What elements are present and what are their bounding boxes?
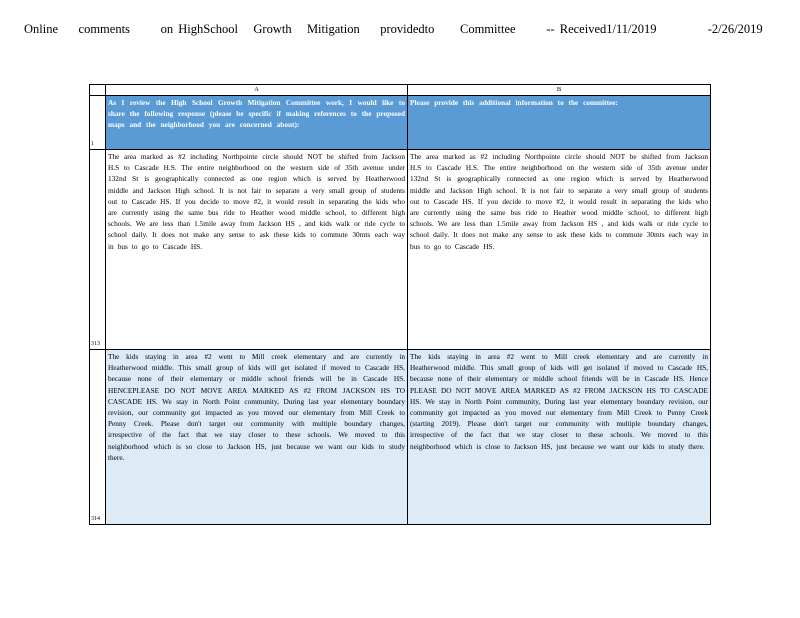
header-cell-b-text: Please provide this additional information to the committee:	[410, 98, 618, 107]
column-header-b: B	[408, 85, 711, 96]
row-number: 313	[90, 150, 106, 350]
comment-text: The area marked as #2 including Northpointe circle should NOT be shifted from Jackson H.S to Cascade H.S. The entire neighborhood on the western side of 35th avenue under 132nd St is geographically connected as one region which is served by Heatherwood middle and Jackson High school. It is not fair to separate a very small group of students out to Cascade HS. If you decide to move #2, it would result in separating the kids who are currently using the same bus ride to Heather wood middle school, to different high schools. We are less than 1.5mile away from Jackson HS , and kids walk or ride cycle to school daily. It does not make any sense to ask these kids to commute 30mts each way in bus to go to Cascade HS.	[410, 152, 708, 251]
table-row	[90, 150, 711, 350]
row-number: 1	[90, 96, 106, 150]
corner-cell	[90, 85, 106, 96]
comment-cell-b	[408, 350, 711, 525]
header-cell-b	[408, 96, 711, 150]
column-header-row	[90, 85, 711, 96]
comment-text: The kids staying in area #2 went to Mill creek elementary and are currently in Heatherwood middle. This small group of kids will get isolated if moved to Cascade HS, because none of their elementary or middle school friends will be in Cascade HS. HENCEPLEASE DO NOT MOVE AREA MARKED AS #2 FROM JACKSON HS TO CASCADE HS. We stay in North Point community, During last year elementary boundary revision, our community got impacted as you moved our elementary from Mill Creek to Penny Creek. Please don't target our community with multiple boundary changes, irrespective of the fact that we stay closer to these schools. We moved to this neighborhood which is so close to Jackson HS, just because we want our kids to study there.	[108, 352, 405, 462]
table-row	[90, 350, 711, 525]
comment-text: The area marked as #2 including Northpointe circle should NOT be shifted from Jackson H.S to Cascade H.S. The entire neighborhood on the western side of 35th avenue under 132nd St is geographically connected as one region which is served by Heatherwood middle and Jackson High school. It is not fair to separate a very small group of students out to Cascade HS. If you decide to move #2, it would result in separating the kids who are currently using the same bus ride to Heather wood middle school, to different high schools. We are less than 1.5mile away from Jackson HS , and kids walk or ride cycle to school daily. It does not make any sense to ask these kids to commute 30mts each way in bus to go to Cascade HS.	[108, 152, 405, 251]
comment-text: The kids staying in area #2 went to Mill creek elementary and are currently in Heatherwood middle. This small group of kids will get isolated if moved to Cascade HS, because none of their elementary or middle school friends will be in Cascade HS. Hence PLEASE DO NOT MOVE AREA MARKED AS #2 FROM JACKSON HS TO CASCADE HS. We stay in North Point community, During last year elementary boundary revision, our community got impacted as you moved our elementary from Mill Creek to Penny Creek (starting 2019). Please don't target our community with multiple boundary changes, irrespective of the fact that we stay closer to these schools. We moved to this neighborhood which is close to Jackson HS, just because we want our kids to study there.	[410, 352, 708, 451]
comment-cell-a	[106, 350, 408, 525]
header-row	[90, 96, 711, 150]
header-cell-a	[106, 96, 408, 150]
row-number: 314	[90, 350, 106, 525]
header-cell-a-text: As I review the High School Growth Mitigation Committee work, I would like to share the following response (please be specific if making references to the proposed maps and the neighborhood you are concerned about):	[108, 98, 405, 130]
column-header-a: A	[106, 85, 408, 96]
comments-table	[89, 84, 711, 525]
comment-cell-b	[408, 150, 711, 350]
comment-cell-a	[106, 150, 408, 350]
document-title: Online comments on HighSchool Growth Mitigation providedto Committee -- Received1/11/2019 -2/26/2019	[24, 22, 763, 36]
